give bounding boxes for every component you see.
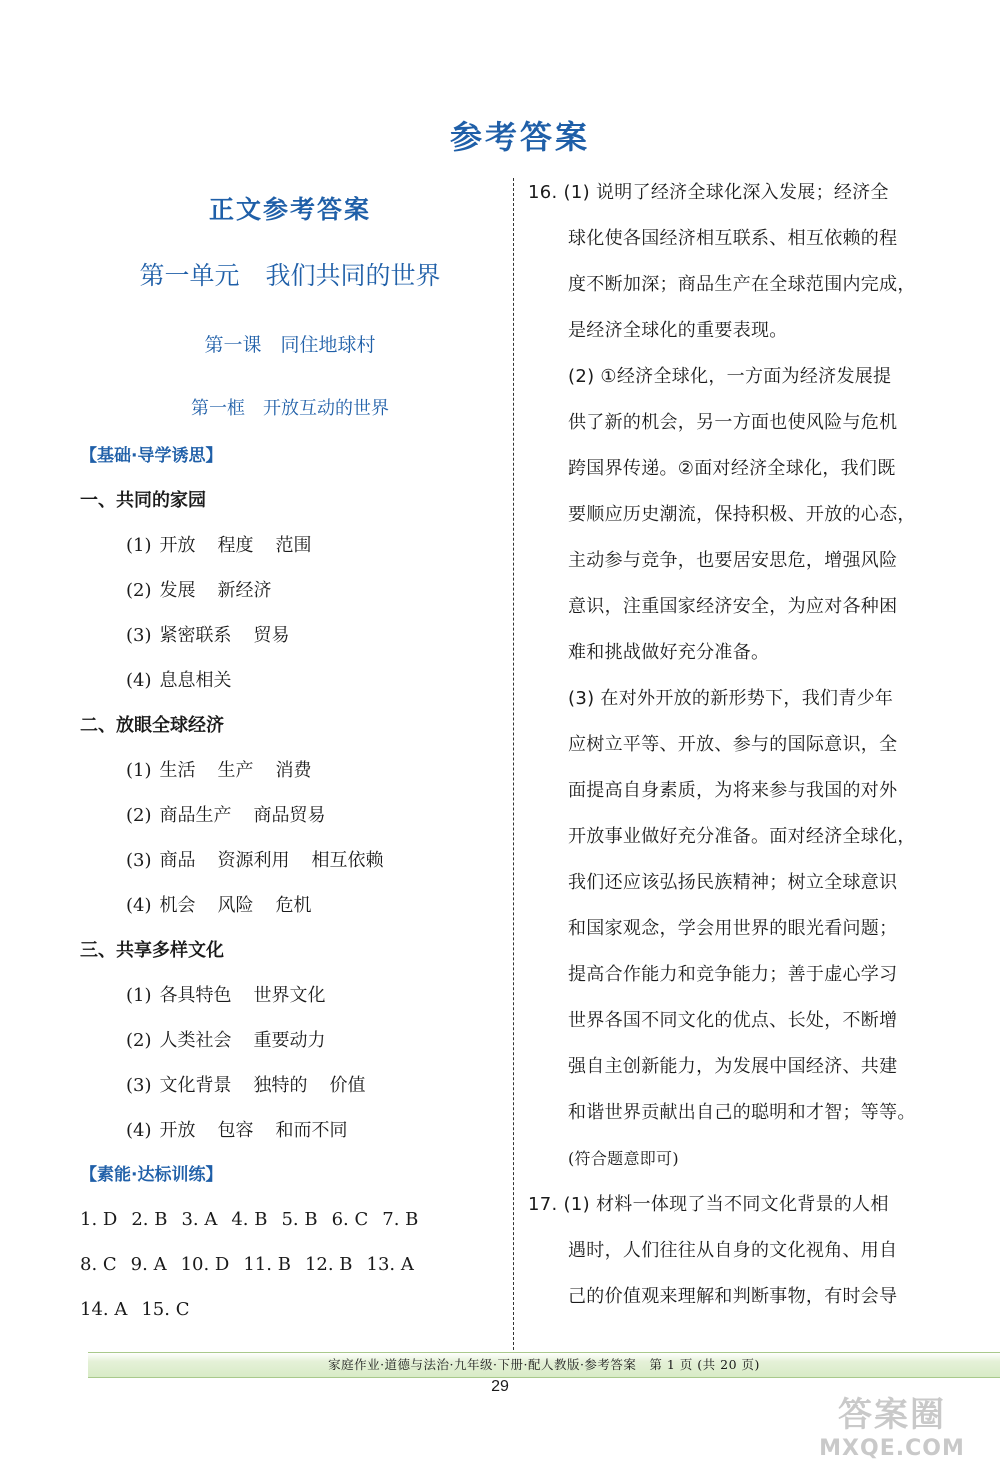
answer-item [80, 838, 500, 883]
choice-answer: 7. B [382, 1209, 419, 1230]
footer-banner: 家庭作业·道德与法治·九年级·下册·配人教版·参考答案 第 1 页 (共 20 页) [88, 1352, 1000, 1378]
choice-answer: 8. C [80, 1254, 117, 1275]
answer-text-line: 应树立平等、开放、参与的国际意识，全 [568, 734, 898, 755]
answer-item [80, 1063, 500, 1108]
answer-row [80, 1242, 500, 1287]
answer-word: 商品生产 [159, 805, 232, 826]
answer-word: 息息相关 [159, 670, 232, 691]
choice-answer: 4. B [231, 1209, 268, 1230]
item-number: (2) [126, 580, 152, 601]
answer-text-line: 供了新的机会，另一方面也使风险与危机 [568, 412, 898, 433]
item-number: (3) [126, 1075, 152, 1096]
answer-word: 人类社会 [159, 1030, 232, 1051]
answer-item [80, 793, 500, 838]
answer-word: 程度 [217, 535, 254, 556]
answer-word: 机会 [159, 895, 196, 916]
answer-word: 相互依赖 [311, 850, 384, 871]
answer-text-line: 主动参与竞争，也要居安思危，增强风险 [568, 550, 898, 571]
choice-answer: 15. C [141, 1299, 190, 1320]
item-number: (4) [126, 1120, 152, 1141]
answer-word: 范围 [275, 535, 312, 556]
answer-item [80, 1108, 500, 1153]
answer-word: 重要动力 [253, 1030, 326, 1051]
unit-title [80, 256, 500, 296]
group-heading: 二、放眼全球经济 [80, 715, 224, 736]
choice-answer: 11. B [243, 1254, 291, 1275]
answer-word: 新经济 [217, 580, 272, 601]
answer-text-line: 17. (1) 材料一体现了当不同文化背景的人相 [528, 1194, 889, 1215]
section-title: 正文参考答案 [208, 195, 371, 224]
answer-item [80, 523, 500, 568]
answer-text-line: (3) 在对外开放的新形势下，我们青少年 [568, 688, 894, 709]
choice-answer: 13. A [366, 1254, 414, 1275]
answer-text-line: 遇时，人们往往从自身的文化视角、用自 [568, 1240, 898, 1261]
answer-word: 世界文化 [253, 985, 326, 1006]
answer-text-line: 球化使各国经济相互联系、相互依赖的程 [568, 228, 898, 249]
right-column [528, 170, 960, 1320]
answer-item [80, 658, 500, 703]
answer-row [80, 1287, 500, 1332]
watermark-logo [802, 1395, 982, 1471]
answer-text-line: 世界各国不同文化的优点、长处，不断增 [568, 1010, 898, 1031]
answer-word: 商品贸易 [253, 805, 326, 826]
choice-answers [80, 1197, 500, 1332]
item-number: (1) [126, 760, 152, 781]
item-number: (4) [126, 670, 152, 691]
answer-word: 开放 [159, 1120, 196, 1141]
answer-item [80, 568, 500, 613]
answer-item [80, 613, 500, 658]
answer-text-line: 强自主创新能力，为发展中国经济、共建 [568, 1056, 898, 1077]
item-number: (1) [126, 985, 152, 1006]
watermark-logo-text: 答案圈 [838, 1395, 946, 1435]
answer-text-line: 意识，注重国家经济安全，为应对各种困 [568, 596, 898, 617]
answer-text-line: 16. (1) 说明了经济全球化深入发展；经济全 [528, 182, 889, 203]
answer-text-line: 开放事业做好充分准备。面对经济全球化， [568, 826, 916, 847]
answer-word: 贸易 [253, 625, 290, 646]
choice-answer: 2. B [131, 1209, 168, 1230]
unit-number: 第一单元 [139, 261, 240, 290]
choice-answer: 6. C [331, 1209, 369, 1230]
lesson-title: 第一课 同住地球村 [204, 334, 376, 356]
unit-name: 我们共同的世界 [265, 261, 441, 290]
item-number: (4) [126, 895, 152, 916]
choice-answer: 3. A [181, 1209, 218, 1230]
group-heading: 一、共同的家园 [80, 490, 206, 511]
item-number: (1) [126, 535, 152, 556]
tag-basics: 【基础·导学诱思】 [80, 446, 223, 466]
answer-text-line: (2) ①经济全球化，一方面为经济发展提 [568, 366, 892, 387]
answer-word: 商品 [159, 850, 196, 871]
choice-answer: 1. D [80, 1209, 118, 1230]
choice-answer: 10. D [180, 1254, 230, 1275]
left-column [80, 190, 500, 1332]
answer-word: 发展 [159, 580, 196, 601]
item-number: (3) [126, 850, 152, 871]
group-heading: 三、共享多样文化 [80, 940, 224, 961]
answer-text-line: 面提高自身素质，为将来参与我国的对外 [568, 780, 898, 801]
answer-text-line: 己的价值观来理解和判断事物，有时会导 [568, 1286, 898, 1307]
item-number: (2) [126, 1030, 152, 1051]
answer-text-line: 和国家观念，学会用世界的眼光看问题； [568, 918, 898, 939]
answer-text-line: 度不断加深；商品生产在全球范围内完成， [568, 274, 916, 295]
answer-word: 风险 [217, 895, 254, 916]
watermark-url: MXQE.COM [819, 1436, 965, 1461]
answer-word: 消费 [275, 760, 312, 781]
answer-item [80, 1018, 500, 1063]
answer-text-line: 跨国界传递。②面对经济全球化，我们既 [568, 458, 896, 479]
choice-answer: 14. A [80, 1299, 128, 1320]
choice-answer: 5. B [281, 1209, 318, 1230]
choice-answer: 12. B [304, 1254, 353, 1275]
answer-text-line: 难和挑战做好充分准备。 [568, 642, 770, 663]
answer-text-line: 是经济全球化的重要表现。 [568, 320, 788, 341]
choice-answer: 9. A [130, 1254, 167, 1275]
frame-title: 第一框 开放互动的世界 [191, 398, 389, 419]
answer-text-line: 我们还应该弘扬民族精神；树立全球意识 [568, 872, 898, 893]
answer-word: 各具特色 [159, 985, 232, 1006]
answer-word: 独特的 [253, 1075, 308, 1096]
answer-word: 紧密联系 [159, 625, 232, 646]
answer-word: 包容 [217, 1120, 254, 1141]
answer-word: 资源利用 [217, 850, 290, 871]
answer-word: 价值 [329, 1075, 366, 1096]
column-divider [513, 178, 514, 1350]
answer-word: 文化背景 [159, 1075, 232, 1096]
answer-word: 危机 [275, 895, 312, 916]
answer-word: 生活 [159, 760, 196, 781]
answer-text-line: 要顺应历史潮流，保持积极、开放的心态， [568, 504, 916, 525]
tag-training: 【素能·达标训练】 [80, 1165, 223, 1185]
answer-groups [80, 478, 500, 1153]
item-number: (3) [126, 625, 152, 646]
answer-text-line: 提高合作能力和竞争能力；善于虚心学习 [568, 964, 898, 985]
answer-text-line: (符合题意即可) [568, 1149, 679, 1168]
answer-item [80, 748, 500, 793]
page-title: 参考答案 [449, 118, 590, 156]
item-number: (2) [126, 805, 152, 826]
answer-row [80, 1197, 500, 1242]
page-number: 29 [491, 1378, 509, 1395]
answer-text-line: 和谐世界贡献出自己的聪明和才智；等等。 [568, 1102, 916, 1123]
answer-item [80, 973, 500, 1018]
answer-word: 生产 [217, 760, 254, 781]
answer-word: 和而不同 [275, 1120, 348, 1141]
answer-word: 开放 [159, 535, 196, 556]
answer-item [80, 883, 500, 928]
